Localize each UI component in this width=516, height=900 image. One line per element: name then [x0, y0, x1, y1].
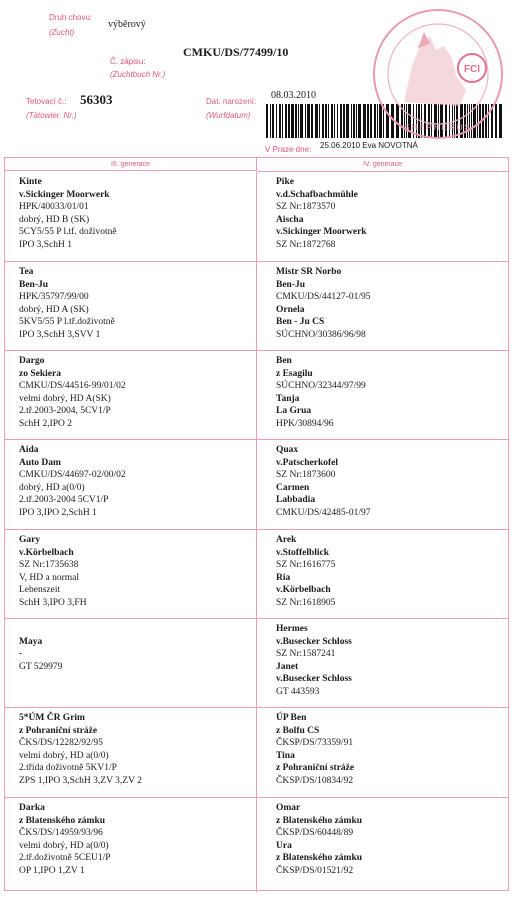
gen3-header: III. generace	[5, 158, 257, 171]
pedigree-line: Dargo	[19, 356, 45, 366]
pedigree-line: 5CY5/55 P l.tf. doživotně	[19, 227, 117, 238]
pedigree-line: Auto Dam	[19, 457, 61, 468]
pedigree-line: HPK/30894/96	[276, 418, 334, 429]
barcode-bar	[325, 104, 327, 138]
pedigree-cell-right	[257, 798, 508, 892]
pedigree-line: ČKSP/DS/01521/92	[276, 865, 354, 876]
pedigree-line: SZ Nr:1587241	[276, 649, 336, 660]
pedigree-line: Lebenszeit	[19, 585, 61, 596]
pedigree-line: 2.tř.2003-2004 5CV1/P	[19, 495, 109, 506]
pedigree-line: Omar	[276, 803, 301, 813]
pedigree-line: v.Busecker Schloss	[276, 674, 352, 685]
pedigree-line: z Bolfu CS	[276, 725, 320, 736]
pedigree-line: -	[19, 649, 23, 660]
pedigree-line: v.Sickinger Moorwerk	[276, 227, 367, 238]
pedigree-line: ZPS 1,IPO 3,SchH 3,ZV 3,ZV 2	[19, 775, 142, 786]
pedigree-line: HPK/35797/99/00	[19, 292, 89, 303]
pedigree-line: V, HD a normal	[19, 572, 79, 583]
pedigree-line: z Pohraniční stráže	[276, 763, 355, 774]
barcode-bar	[305, 104, 306, 138]
pedigree-cell-right	[257, 708, 508, 798]
pedigree-line: ČKSP/DS/73359/91	[276, 738, 354, 749]
pedigree-cell-left	[5, 351, 257, 440]
barcode-bar	[353, 104, 355, 138]
pedigree-line: SZ Nr:1873600	[276, 470, 336, 481]
pedigree-line: SZ Nr:1735638	[19, 560, 79, 571]
pedigree-cell-left	[5, 708, 257, 798]
pedigree-line: HPK/40033/01/01	[19, 202, 89, 213]
barcode-bar	[298, 104, 299, 138]
studbook-label-de: (Zuchtbuch Nr.)	[110, 70, 166, 79]
pedigree-table	[4, 157, 509, 891]
barcode-bar	[307, 104, 310, 138]
pedigree-cell-right	[257, 619, 508, 708]
barcode-bar	[315, 104, 318, 138]
pedigree-line: OP 1,IPO 1,ZV 1	[19, 865, 85, 876]
pedigree-line: La Grua	[276, 406, 312, 417]
barcode-bar	[319, 104, 320, 138]
pedigree-line: Kinte	[19, 177, 42, 187]
pedigree-line: GT 529979	[19, 661, 63, 672]
pedigree-line: SZ Nr:1872768	[276, 239, 336, 250]
pedigree-line: 5*ÚM ČR Grim	[19, 713, 85, 723]
pedigree-line: Arek	[276, 535, 297, 545]
barcode-bar	[311, 104, 313, 138]
pedigree-line: SchH 2,IPO 2	[19, 418, 73, 429]
pedigree-line: IPO 3,SchH 3,SVV 1	[19, 329, 101, 340]
dob-value: 08.03.2010	[271, 90, 316, 101]
barcode-bar	[328, 104, 329, 138]
pedigree-line: Janet	[276, 661, 299, 672]
pedigree-line: velmi dobrý, HD A(SK)	[19, 393, 111, 404]
pedigree-cell-left	[5, 440, 257, 530]
pedigree-line: SZ Nr:1616775	[276, 560, 336, 571]
pedigree-line: velmi dobrý, HD a(0/0)	[19, 840, 109, 851]
pedigree-line: CMKU/DS/42485-01/97	[276, 507, 371, 518]
barcode-bar	[288, 104, 290, 138]
studbook-label: Č. zápisu:	[110, 57, 146, 66]
pedigree-cell-right	[257, 530, 508, 619]
tattoo-value: 56303	[80, 92, 113, 107]
pedigree-line: ČKSP/DS/10834/92	[276, 775, 354, 786]
pedigree-line: IPO 3,SchH 1	[19, 239, 73, 250]
pedigree-cell-left	[5, 798, 257, 892]
pedigree-line: v.d.Schafbachmühle	[276, 189, 358, 200]
pedigree-line: Ben	[276, 356, 292, 366]
pedigree-line: Tina	[276, 750, 295, 761]
pedigree-line: Ben-Ju	[276, 279, 306, 290]
pedigree-line: SZ Nr:1618905	[276, 597, 336, 608]
pedigree-line: Ornela	[276, 304, 305, 315]
issued-label: V Praze dne:	[265, 145, 312, 154]
pedigree-line: SÚCHNO/30386/96/98	[276, 329, 366, 340]
pedigree-line: dobrý, HD A (SK)	[19, 304, 89, 315]
barcode-bar	[331, 104, 333, 138]
pedigree-line: v.Busecker Schloss	[276, 636, 352, 647]
pedigree-line: v.Sickinger Moorwerk	[19, 189, 110, 200]
barcode-bar	[334, 104, 335, 138]
pedigree-cell-right	[257, 440, 508, 530]
breed-label: Druh chovu:	[49, 13, 93, 22]
breed-value: výběrový	[108, 19, 146, 30]
barcode-bar	[346, 104, 349, 138]
fci-seal-logo	[368, 6, 508, 142]
barcode-bar	[270, 104, 271, 138]
pedigree-cell-right	[257, 351, 508, 440]
dob-label: Dat. narození:	[206, 97, 257, 106]
pedigree-cell-left	[5, 172, 257, 262]
pedigree-line: Maya	[19, 636, 43, 647]
barcode-bar	[266, 104, 268, 138]
pedigree-line: v.Patscherkofel	[276, 457, 339, 468]
pedigree-line: IPO 3,IPO 2,SchH 1	[19, 507, 97, 518]
pedigree-line: SÚCHNO/32344/97/99	[276, 381, 366, 392]
pedigree-line: Ria	[276, 572, 291, 583]
pedigree-line: CMKU/DS/44697-02/00/02	[19, 470, 126, 481]
barcode-bar	[358, 104, 361, 138]
barcode-bar	[351, 104, 352, 138]
pedigree-line: Aida	[19, 445, 39, 455]
barcode-bar	[300, 104, 303, 138]
pedigree-line: velmi dobrý, HD a(0/0)	[19, 750, 109, 761]
pedigree-line: z Blatenského zámku	[19, 815, 106, 826]
pedigree-line: ČKSP/DS/60448/89	[276, 828, 354, 839]
pedigree-line: 2.tř.doživotně 5CEU1/P	[19, 853, 111, 864]
barcode-bar	[356, 104, 357, 138]
pedigree-line: Ura	[276, 840, 292, 851]
pedigree-line: v.Körbelbach	[19, 547, 74, 558]
pedigree-line: 2.tř.2003-2004, 5CV1/P	[19, 406, 111, 417]
issued-value: 25.06.2010 Eva NOVOTNÁ	[320, 141, 418, 150]
barcode-bar	[363, 104, 366, 138]
pedigree-cell-right	[257, 262, 508, 351]
barcode-bar	[285, 104, 287, 138]
pedigree-line: Pike	[276, 177, 294, 187]
pedigree-line: Ben-Ju	[19, 279, 49, 290]
pedigree-line: Carmen	[276, 482, 310, 493]
pedigree-line: z Pohraniční stráže	[19, 725, 98, 736]
gen4-header: IV. generace	[257, 158, 508, 172]
pedigree-line: 2.třída doživotně 5KV1/P	[19, 763, 117, 774]
pedigree-line: SchH 3,IPO 3,FH	[19, 597, 87, 608]
pedigree-line: Darka	[19, 803, 45, 813]
pedigree-line: v.Körbelbach	[276, 585, 331, 596]
pedigree-line: SZ Nr:1873570	[276, 202, 336, 213]
pedigree-line: Mistr SR Norbo	[276, 267, 342, 277]
pedigree-line: dobrý, HD B (SK)	[19, 214, 90, 225]
dob-label-de: (Wurfdatum)	[206, 111, 251, 120]
tattoo-label-de: (Tätowier. Nr.)	[26, 111, 77, 120]
barcode-bar	[282, 104, 283, 138]
barcode-bar	[340, 104, 342, 138]
pedigree-line: Tanja	[276, 393, 300, 404]
barcode-bar	[291, 104, 294, 138]
pedigree-line: GT 443593	[276, 686, 320, 697]
pedigree-line: Gary	[19, 535, 41, 545]
pedigree-line: Labbadia	[276, 495, 316, 506]
breed-label-de: (Zucht)	[49, 28, 75, 37]
pedigree-line: z Blatenského zámku	[276, 815, 363, 826]
barcode-bar	[272, 104, 274, 138]
pedigree-line	[19, 623, 256, 636]
barcode-bar	[322, 104, 324, 138]
svg-text:SHEPHERDS: SHEPHERDS	[404, 123, 472, 132]
pedigree-line: v.Stoffelblick	[276, 547, 330, 558]
pedigree-line: dobrý, HD a(0/0)	[19, 482, 85, 493]
pedigree-cell-left	[5, 619, 257, 708]
pedigree-line: Quax	[276, 445, 299, 455]
barcode-bar	[276, 104, 277, 138]
barcode-bar	[343, 104, 345, 138]
pedigree-line: Aischa	[276, 214, 304, 225]
pedigree-line: zo Sekiera	[19, 368, 61, 379]
studbook-value: CMKU/DS/77499/10	[183, 45, 289, 59]
barcode-bar	[337, 104, 338, 138]
pedigree-cell-left	[5, 262, 257, 351]
pedigree-line: ČKS/DS/14959/93/96	[19, 828, 103, 839]
pedigree-cell-left	[5, 530, 257, 619]
pedigree-line: CMKU/DS/44127-01/95	[276, 292, 371, 303]
barcode-bar	[279, 104, 281, 138]
pedigree-line: CMKU/DS/44516-99/01/02	[19, 381, 126, 392]
pedigree-line: Hermes	[276, 624, 308, 634]
pedigree-line: ČKS/DS/12282/92/95	[19, 738, 103, 749]
pedigree-line: ÚP Ben	[276, 713, 307, 723]
svg-text:FCI: FCI	[463, 64, 481, 75]
pedigree-line: z Esagilu	[276, 368, 313, 379]
pedigree-line: Tea	[19, 267, 34, 277]
pedigree-line: z Blatenského zámku	[276, 853, 363, 864]
tattoo-label: Tetovací č.:	[26, 97, 67, 106]
pedigree-line: Ben - Ju CS	[276, 317, 325, 328]
pedigree-line: 5KV5/55 P l.tř.doživotně	[19, 317, 115, 328]
pedigree-cell-right	[257, 172, 508, 262]
barcode-bar	[295, 104, 297, 138]
